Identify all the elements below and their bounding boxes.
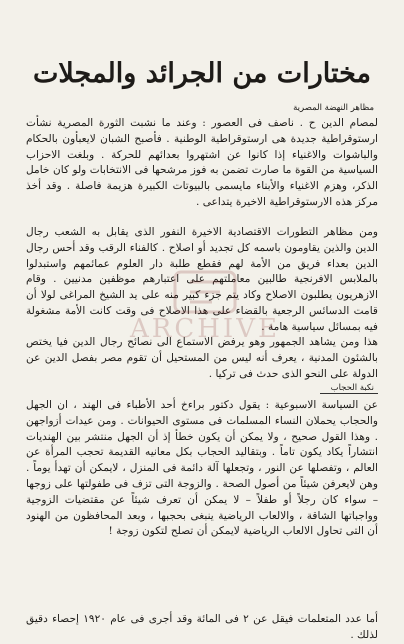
article-paragraph: أما عدد المتعلمات فيقل عن ٢ فى المائة وقد أجرى فى عام ١٩٢٠ إحصاء دقيق لذلك . xyxy=(26,613,378,641)
section-divider xyxy=(320,393,378,394)
watermark-text: ARCHIVE xyxy=(130,314,280,344)
article-paragraph: عن السياسة الاسبوعية : يقول دكتور براءخ أحد الأطباء فى الهند ، ان الجهل والحجاب يحملان النساء المسلمات فى مستوى الحيوانات . ومن عيدات أزواجهن . وهذا القول صحيح ، ولا يمكن أن يكون خطأ إذ أن الجهل منتشر بين الهنديات انتشاراً يكاد يكون تاماً . وبتقاليد الحجاب بكل معانيه القديمة تحجب المرأة عن العالم ، وتفصلها عن النور ، وتجعلها آلة دائمة فى المنزل ، لايمكن أن تهدأ يوماً . وهن لايعرفن شيئاً من أصول الصحة . والزوجة التى تزف فى طفولتها على زوجها – سواء كان رجلاً أو طفلاً – لا يمكن أن تعرف شيئاً عن مقتضيات الزوجية وواجباتها الشاقة ، والالعاب الرياضية ينبغى بحجبها ، وبعد المحافظون من الهنود أن التى تحاول الالعاب الرياضية لايمكن أن تصلح لتكون زوجة ! xyxy=(26,399,378,538)
section-source-label: مظاهر النهضة المصرية xyxy=(293,103,374,113)
page-title: مختارات من الجرائد والمجلات xyxy=(32,58,371,89)
article-paragraph: لمصام الدين ح . ناصف فى العصور : وعند ما نشبت الثورة المصرية نشأت ارستوقراطية جديدة هى ارستوقراطية الوطنية . فأصبح الشبان لايعبأون بالحكام والباشوات والاغنياء إذا كانوا عن اشتهروا بعدائهم للحركة . وبلغت الاحزاب السياسية من القوة ما صارت تضمن به فوز مرشحها فى الانتخابات ولو كان خامل الذكر، وهزم الاغنياء والأبناء مايسمى بالبيوتات الكبيرة هزيمة فاصلة . وقد أخذ مركز هذه الارستوقراطية الاخيرة يتداعى . xyxy=(26,117,378,208)
article-paragraph: هذا ومن يشاهد الجمهور وهو يرفض الاستماع الى نصائح رجال الدين فيا يختص بالشئون المدنية ، يعرف أنه ليس من المستحيل أن تقوم مصر بفصل الدين عن الدولة على النحو الذى حدث فى تركيا . xyxy=(26,336,378,380)
section-source-label: نكبة الحجاب xyxy=(330,383,374,393)
article-paragraph: ومن مظاهر التطورات الاقتصادية الاخيرة النفور الذى يقابل به الشعب رجال الدين والذين يقاومون باسمه كل تجديد أو اصلاح . كالفناء الرقب وقد أحس رجال الدين بعداء فريق من الأمة لهم فقطع طلبة دار العلوم عمائمهم واستبدلوا بالملابس الافرنجية طالبين معاملتهم على اعتبارهم موظفين مدنيين . وقام الازهريون يطلبون الاصلاح وكاد يتم جزء كبير منه على يد الشيخ المراغى لولا أن قامت الدسائس الرجعية بالقضاء على هذا الاصلاح فى وقت كانت الأمة مشغولة فيه بمسائل سياسية هامة . xyxy=(26,226,378,333)
